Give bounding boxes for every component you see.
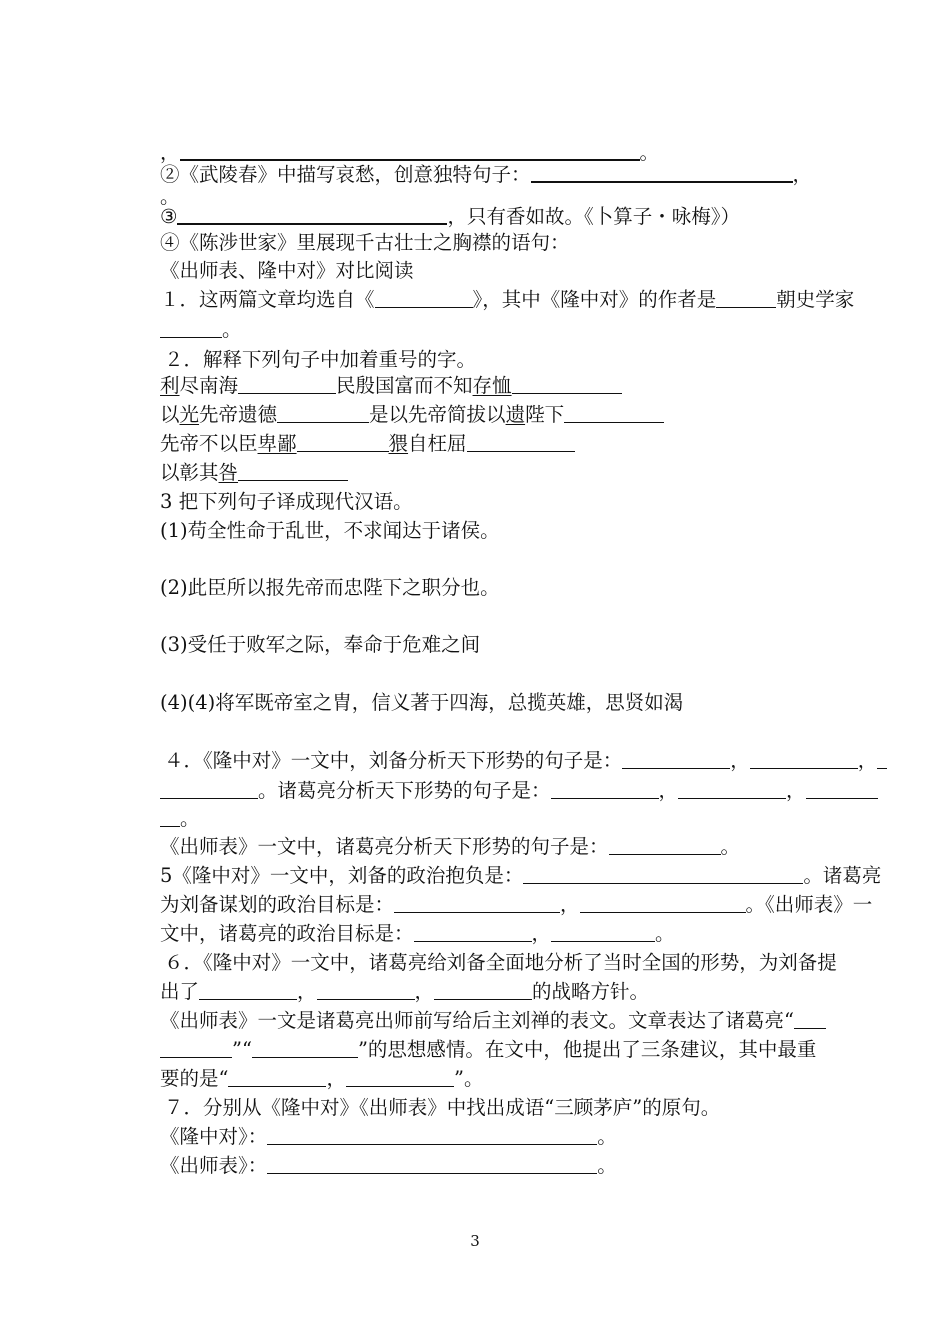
question-busuanzi	[160, 204, 740, 230]
answer-blank[interactable]	[394, 893, 560, 913]
text: 。	[160, 185, 180, 208]
q3-item-3	[160, 632, 480, 658]
text: 出了	[160, 980, 200, 1003]
text: 。	[639, 141, 660, 164]
answer-blank[interactable]	[678, 779, 786, 799]
text: ，	[297, 980, 317, 1003]
text: ７．分别从《隆中对》《出师表》中找出成语“三顾茅庐”的原句。	[164, 1096, 721, 1119]
text: ，	[792, 163, 813, 186]
text: 自枉屈	[408, 432, 467, 455]
answer-blank[interactable]	[806, 779, 878, 799]
answer-blank[interactable]	[414, 922, 532, 942]
text: ④《陈涉世家》里展现千古壮士之胸襟的语句：	[160, 231, 570, 254]
text: ，	[160, 141, 180, 164]
text: 。	[720, 835, 741, 858]
section-heading	[160, 258, 414, 284]
answer-blank[interactable]	[238, 374, 336, 394]
text: (3)受任于败军之际，奉命于危难之间	[160, 633, 481, 656]
text: 朝史学家	[776, 288, 855, 311]
answer-blank[interactable]	[160, 779, 258, 799]
answer-blank[interactable]	[434, 980, 532, 1000]
text: 《隆中对》：	[160, 1125, 268, 1148]
question-3	[160, 489, 413, 515]
q4-row-2	[160, 778, 878, 804]
text: (1)苟全性命于乱世，不求闻达于诸侯。	[160, 519, 500, 542]
text: 5《隆中对》一文中，刘备的政治抱负是：	[160, 864, 524, 887]
q5-row-2	[160, 892, 872, 918]
answer-blank[interactable]	[177, 204, 447, 225]
text: １．这两篇文章均选自《	[160, 288, 375, 311]
q4-row-3	[160, 806, 200, 832]
q6-row-4	[160, 1037, 816, 1063]
text: ②《武陵春》中描写哀愁，创意独特句子：	[160, 163, 531, 186]
text: 要的是“	[160, 1067, 229, 1090]
text: ６．《隆中对》一文中，诸葛亮给刘备全面地分析了当时全国的形势，为刘备提	[164, 951, 837, 974]
q5-row-3	[160, 921, 675, 947]
question-1-tail	[160, 317, 242, 343]
text: 尽南海	[179, 374, 239, 397]
answer-blank[interactable]	[277, 403, 369, 423]
text: 的战略方针。	[532, 980, 650, 1003]
answer-blank[interactable]	[199, 980, 297, 1000]
text: ③	[160, 205, 178, 228]
q3-item-4	[160, 690, 683, 716]
answer-blank[interactable]	[877, 749, 887, 769]
answer-blank[interactable]	[523, 864, 803, 884]
text: ，	[658, 779, 679, 802]
answer-blank[interactable]	[252, 1038, 358, 1058]
text: ，	[414, 980, 435, 1003]
emphasized-char: 利	[160, 374, 180, 397]
answer-blank[interactable]	[716, 288, 776, 308]
text: ２．解释下列句子中加着重号的字。	[164, 348, 477, 371]
text: 。	[222, 318, 242, 341]
answer-blank[interactable]	[794, 1009, 826, 1029]
q7-longzhongdui	[160, 1124, 617, 1150]
text: (4)(4)将军既帝室之胄，信义著于四海，总揽英雄，思贤如渴	[160, 691, 684, 714]
text: ，只有香如故。《卜算子・咏梅》）	[447, 205, 740, 228]
text: 》，其中《隆中对》的作者是	[472, 288, 717, 311]
text: 。诸葛亮分析天下形势的句子是：	[258, 779, 551, 802]
q6-row-2	[160, 979, 649, 1005]
text: 民殷国富而不知	[336, 374, 473, 397]
text: ”的思想感情。在文中，他提出了三条建议，其中最重	[357, 1038, 817, 1061]
emphasized-char: 猥	[388, 432, 409, 455]
answer-blank[interactable]	[622, 749, 730, 769]
question-5	[160, 863, 881, 889]
q7-chushibiao	[160, 1153, 617, 1179]
question-4	[164, 748, 887, 774]
text: 。	[655, 922, 675, 945]
text: ，	[531, 922, 552, 945]
answer-blank[interactable]	[267, 1125, 597, 1145]
text: ，	[326, 1067, 346, 1090]
q6-row-3	[160, 1008, 826, 1034]
text: 。诸葛亮	[803, 864, 882, 887]
text: 为刘备谋划的政治目标是：	[160, 893, 395, 916]
text: 《出师表》一文是诸葛亮出师前写给后主刘禅的表文。文章表达了诸葛亮“	[160, 1009, 794, 1032]
question-1	[160, 287, 854, 313]
answer-blank[interactable]	[467, 432, 575, 452]
answer-blank[interactable]	[160, 807, 180, 827]
emphasized-char: 遗	[505, 403, 526, 426]
text: 3 把下列句子译成现代汉语。	[160, 490, 413, 513]
text: ”“	[232, 1038, 252, 1061]
question-wulingchun	[160, 162, 812, 188]
answer-blank[interactable]	[551, 922, 655, 942]
text: (2)此臣所以报先帝而忠陛下之职分也。	[160, 576, 500, 599]
answer-blank[interactable]	[580, 893, 746, 913]
answer-blank[interactable]	[267, 1154, 597, 1174]
answer-blank[interactable]	[551, 779, 659, 799]
answer-blank[interactable]	[609, 835, 721, 855]
answer-blank[interactable]	[512, 374, 622, 394]
page-number: 3	[470, 1232, 480, 1250]
answer-blank[interactable]	[160, 1038, 232, 1058]
answer-blank[interactable]	[297, 432, 389, 452]
emphasized-char: 存恤	[472, 374, 512, 397]
question-2	[164, 347, 476, 373]
answer-blank[interactable]	[180, 140, 640, 161]
text: ”。	[454, 1067, 484, 1090]
emphasized-char: 咎	[218, 461, 239, 484]
text: 是以先帝简拔以	[369, 403, 506, 426]
text: 文中，诸葛亮的政治目标是：	[160, 922, 414, 945]
q2-row-4	[160, 460, 348, 486]
text: 以	[160, 403, 180, 426]
answer-blank[interactable]	[750, 749, 858, 769]
q3-item-1	[160, 518, 500, 544]
emphasized-char: 卑鄙	[257, 432, 297, 455]
text: 。	[597, 1154, 617, 1177]
answer-blank[interactable]	[160, 318, 222, 338]
q6-row-5	[160, 1066, 483, 1092]
answer-blank[interactable]	[375, 288, 473, 308]
text: 。	[597, 1125, 617, 1148]
text: ，	[730, 749, 750, 772]
q3-item-2	[160, 575, 500, 601]
q2-row-1	[160, 373, 622, 399]
text: ，	[786, 779, 806, 802]
text: 。《出师表》一	[745, 893, 873, 916]
question-7	[164, 1095, 720, 1121]
emphasized-char: 光	[179, 403, 200, 426]
answer-blank[interactable]	[564, 403, 664, 423]
text: 陛下	[525, 403, 565, 426]
text: ，	[857, 749, 878, 772]
question-chenshe	[160, 230, 570, 256]
answer-blank[interactable]	[531, 162, 793, 183]
question-6	[164, 950, 837, 976]
q2-row-2	[160, 402, 664, 428]
text: 先帝不以臣	[160, 432, 258, 455]
answer-blank[interactable]	[228, 1067, 326, 1087]
answer-blank[interactable]	[238, 461, 348, 481]
text: ４．《隆中对》一文中，刘备分析天下形势的句子是：	[164, 749, 623, 772]
text: 。	[180, 807, 200, 830]
text: 以彰其	[160, 461, 219, 484]
text: 先帝遗德	[199, 403, 278, 426]
q4-row-4	[160, 834, 740, 860]
text: 《出师表、隆中对》对比阅读	[160, 259, 414, 282]
answer-blank[interactable]	[346, 1067, 454, 1087]
text: 《出师表》一文中，诸葛亮分析天下形势的句子是：	[160, 835, 609, 858]
answer-blank[interactable]	[317, 980, 415, 1000]
q2-row-3	[160, 431, 575, 457]
text: ，	[560, 893, 580, 916]
text: 《出师表》：	[160, 1154, 268, 1177]
